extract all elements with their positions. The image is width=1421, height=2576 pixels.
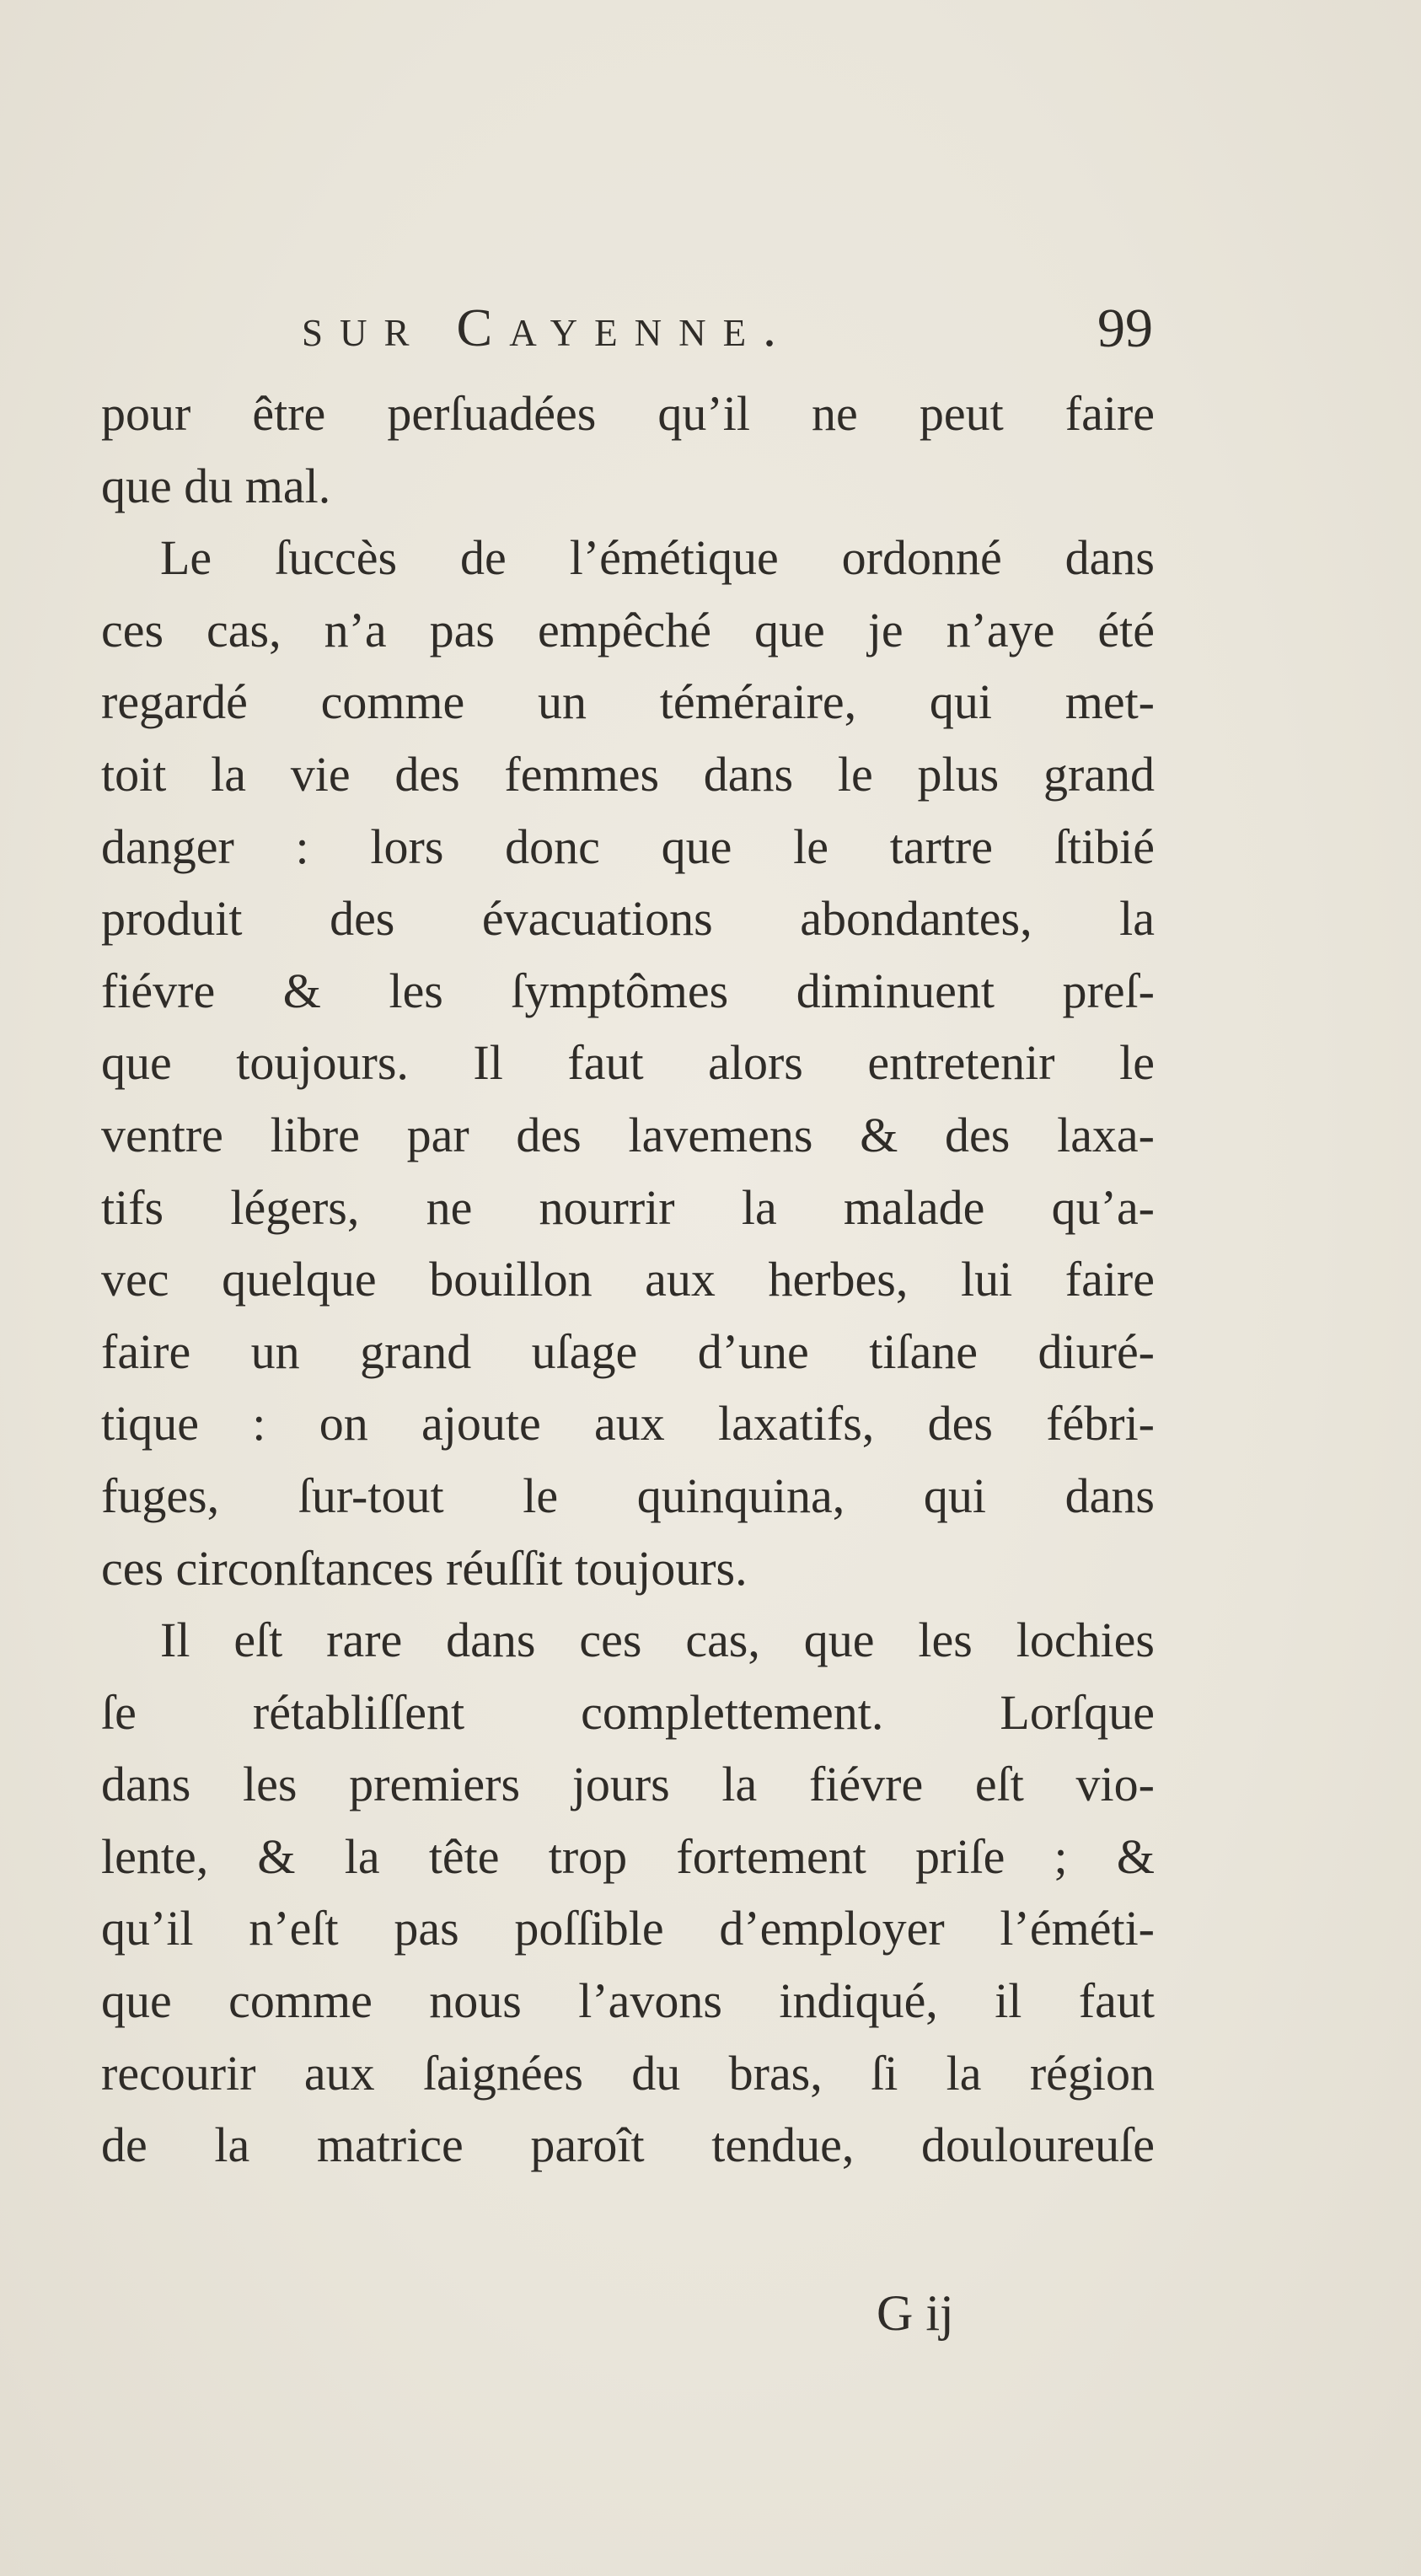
body-text (101, 378, 1155, 2182)
page-number: 99 (1097, 298, 1153, 359)
running-title: sur Cayenne. (302, 298, 794, 357)
text-line: toit la vie des femmes dans le plus grand (101, 746, 1155, 802)
text-line: qu’il n’eſt pas poſſible d’employer l’éméti- (101, 1901, 1155, 1956)
text-line: recourir aux ſaignées du bras, ſi la région (101, 2045, 1155, 2101)
text-line: Le ſuccès de l’émétique ordonné dans (160, 530, 1155, 586)
text-line: pour être perſuadées qu’il ne peut faire (101, 386, 1155, 441)
text-line: ces cas, n’a pas empêché que je n’aye été (101, 602, 1155, 657)
text-line: lente, & la tête trop fortement priſe ; & (101, 1828, 1155, 1884)
text-line: faire un grand uſage d’une tiſane diuré- (101, 1323, 1155, 1379)
text-line: fiévre & les ſymptômes diminuent preſ- (101, 963, 1155, 1018)
text-line: que comme nous l’avons indiqué, il faut (101, 1973, 1155, 2029)
text-line: produit des évacuations abondantes, la (101, 891, 1155, 947)
text-line: ces circonſtances réuſſit toujours. (101, 1540, 748, 1596)
signature-mark: G ij (877, 2285, 954, 2341)
text-line: fuges, ſur-tout le quinquina, qui dans (101, 1468, 1155, 1523)
text-line: que toujours. Il faut alors entretenir le (101, 1035, 1155, 1091)
text-line: tique : on ajoute aux laxatifs, des fébri- (101, 1396, 1155, 1452)
text-line: Il eſt rare dans ces cas, que les lochies (160, 1613, 1155, 1668)
text-line: regardé comme un téméraire, qui met- (101, 674, 1155, 730)
text-line: de la matrice paroît tendue, douloureuſe (101, 2117, 1155, 2173)
text-line: vec quelque bouillon aux herbes, lui faire (101, 1252, 1155, 1307)
text-line: ventre libre par des lavemens & des laxa- (101, 1107, 1155, 1162)
text-line: ſe rétabliſſent complettement. Lorſque (101, 1684, 1155, 1740)
text-line: dans les premiers jours la fiévre eſt vio- (101, 1757, 1155, 1812)
text-line: danger : lors donc que le tartre ſtibié (101, 818, 1155, 874)
text-line: que du mal. (101, 458, 331, 513)
page-header (302, 297, 1153, 373)
text-line: tifs légers, ne nourrir la malade qu’a- (101, 1179, 1155, 1235)
